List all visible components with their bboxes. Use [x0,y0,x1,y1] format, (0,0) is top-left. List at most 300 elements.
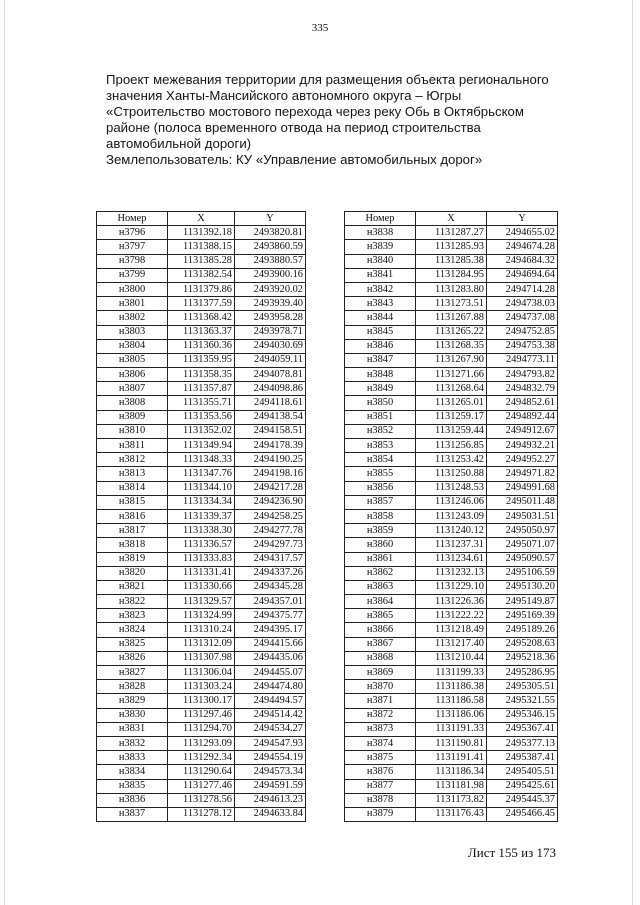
header-y: Y [235,212,306,226]
x-coordinate-cell: 1131358.35 [168,368,235,382]
y-coordinate-cell: 2494337.26 [235,566,306,580]
point-number-cell: н3859 [345,524,416,538]
heading-line: автомобильной дороги) [106,136,252,151]
header-number: Номер [345,212,416,226]
x-coordinate-cell: 1131306.04 [168,666,235,680]
y-coordinate-cell: 2494738.03 [487,297,558,311]
y-coordinate-cell: 2495208.63 [487,637,558,651]
point-number-cell: н3803 [97,325,168,339]
x-coordinate-cell: 1131191.33 [416,722,487,736]
document-heading [106,72,576,168]
y-coordinate-cell: 2494098.86 [235,382,306,396]
x-coordinate-cell: 1131379.86 [168,282,235,296]
table-row [345,722,558,736]
point-number-cell: н3866 [345,623,416,637]
header-x: X [416,212,487,226]
x-coordinate-cell: 1131271.66 [416,368,487,382]
y-coordinate-cell: 2494832.79 [487,382,558,396]
y-coordinate-cell: 2495377.13 [487,736,558,750]
y-coordinate-cell: 2494138.54 [235,410,306,424]
x-coordinate-cell: 1131294.70 [168,722,235,736]
point-number-cell: н3831 [97,722,168,736]
x-coordinate-cell: 1131222.22 [416,609,487,623]
point-number-cell: н3829 [97,694,168,708]
x-coordinate-cell: 1131191.41 [416,751,487,765]
table-row [97,240,306,254]
x-coordinate-cell: 1131277.46 [168,779,235,793]
table-row [97,254,306,268]
table-row [345,680,558,694]
point-number-cell: н3876 [345,765,416,779]
table-row [97,524,306,538]
point-number-cell: н3858 [345,509,416,523]
point-number-cell: н3826 [97,651,168,665]
table-row [97,595,306,609]
y-coordinate-cell: 2494236.90 [235,495,306,509]
point-number-cell: н3805 [97,353,168,367]
table-row [345,552,558,566]
y-coordinate-cell: 2494059.11 [235,353,306,367]
x-coordinate-cell: 1131357.87 [168,382,235,396]
x-coordinate-cell: 1131226.36 [416,595,487,609]
x-coordinate-cell: 1131246.06 [416,495,487,509]
table-row [345,736,558,750]
x-coordinate-cell: 1131303.24 [168,680,235,694]
y-coordinate-cell: 2495305.51 [487,680,558,694]
point-number-cell: н3832 [97,736,168,750]
point-number-cell: н3828 [97,680,168,694]
y-coordinate-cell: 2493860.59 [235,240,306,254]
point-number-cell: н3821 [97,580,168,594]
table-row [97,779,306,793]
table-row [97,566,306,580]
table-row [345,424,558,438]
x-coordinate-cell: 1131267.90 [416,353,487,367]
y-coordinate-cell: 2495321.55 [487,694,558,708]
y-coordinate-cell: 2495130.20 [487,580,558,594]
point-number-cell: н3814 [97,481,168,495]
header-x: X [168,212,235,226]
y-coordinate-cell: 2495387.41 [487,751,558,765]
table-row [97,722,306,736]
x-coordinate-cell: 1131359.95 [168,353,235,367]
table-row [97,694,306,708]
y-coordinate-cell: 2494345.28 [235,580,306,594]
x-coordinate-cell: 1131268.35 [416,339,487,353]
x-coordinate-cell: 1131285.38 [416,254,487,268]
x-coordinate-cell: 1131284.95 [416,268,487,282]
table-row [345,439,558,453]
y-coordinate-cell: 2495218.36 [487,651,558,665]
point-number-cell: н3844 [345,311,416,325]
table-row [97,609,306,623]
point-number-cell: н3809 [97,410,168,424]
table-row [97,353,306,367]
point-number-cell: н3822 [97,595,168,609]
y-coordinate-cell: 2494435.06 [235,651,306,665]
point-number-cell: н3840 [345,254,416,268]
table-row [345,297,558,311]
table-row [97,410,306,424]
table-row [345,325,558,339]
y-coordinate-cell: 2494613.23 [235,793,306,807]
x-coordinate-cell: 1131218.49 [416,623,487,637]
x-coordinate-cell: 1131199.33 [416,666,487,680]
x-coordinate-cell: 1131353.56 [168,410,235,424]
x-coordinate-cell: 1131352.02 [168,424,235,438]
heading-line: Проект межевания территории для размещения объекта регионального [106,72,549,87]
y-coordinate-cell: 2494317.57 [235,552,306,566]
y-coordinate-cell: 2493920.02 [235,282,306,296]
x-coordinate-cell: 1131176.43 [416,807,487,821]
y-coordinate-cell: 2495189.26 [487,623,558,637]
point-number-cell: н3855 [345,467,416,481]
table-row [97,765,306,779]
table-row [345,538,558,552]
table-row [97,580,306,594]
point-number-cell: н3870 [345,680,416,694]
y-coordinate-cell: 2494753.38 [487,339,558,353]
table-row [97,311,306,325]
table-row [345,240,558,254]
y-coordinate-cell: 2493939.40 [235,297,306,311]
x-coordinate-cell: 1131273.51 [416,297,487,311]
table-row [345,609,558,623]
y-coordinate-cell: 2494494.57 [235,694,306,708]
table-row [345,765,558,779]
y-coordinate-cell: 2494217.28 [235,481,306,495]
point-number-cell: н3815 [97,495,168,509]
y-coordinate-cell: 2495169.39 [487,609,558,623]
point-number-cell: н3879 [345,807,416,821]
x-coordinate-cell: 1131250.88 [416,467,487,481]
point-number-cell: н3864 [345,595,416,609]
y-coordinate-cell: 2493958.28 [235,311,306,325]
y-coordinate-cell: 2495425.61 [487,779,558,793]
x-coordinate-cell: 1131186.34 [416,765,487,779]
y-coordinate-cell: 2494971.82 [487,467,558,481]
table-row [345,779,558,793]
table-row [345,481,558,495]
x-coordinate-cell: 1131290.64 [168,765,235,779]
point-number-cell: н3819 [97,552,168,566]
x-coordinate-cell: 1131173.82 [416,793,487,807]
point-number-cell: н3836 [97,793,168,807]
table-row [345,254,558,268]
table-row [97,325,306,339]
y-coordinate-cell: 2494554.19 [235,751,306,765]
x-coordinate-cell: 1131256.85 [416,439,487,453]
y-coordinate-cell: 2494357.01 [235,595,306,609]
table-row [345,524,558,538]
point-number-cell: н3850 [345,396,416,410]
y-coordinate-cell: 2494534.27 [235,722,306,736]
point-number-cell: н3834 [97,765,168,779]
point-number-cell: н3869 [345,666,416,680]
point-number-cell: н3875 [345,751,416,765]
y-coordinate-cell: 2495445.37 [487,793,558,807]
x-coordinate-cell: 1131237.31 [416,538,487,552]
y-coordinate-cell: 2494591.59 [235,779,306,793]
y-coordinate-cell: 2494258.25 [235,509,306,523]
y-coordinate-cell: 2495031.51 [487,509,558,523]
x-coordinate-cell: 1131388.15 [168,240,235,254]
scan-edge-right [632,0,633,905]
table-row [97,623,306,637]
x-coordinate-cell: 1131292.34 [168,751,235,765]
point-number-cell: н3811 [97,439,168,453]
heading-line: «Строительство мостового перехода через реку Обь в Октябрьском [106,104,524,119]
point-number-cell: н3861 [345,552,416,566]
x-coordinate-cell: 1131336.57 [168,538,235,552]
table-row [97,651,306,665]
table-row [97,666,306,680]
point-number-cell: н3852 [345,424,416,438]
point-number-cell: н3874 [345,736,416,750]
table-row [345,368,558,382]
y-coordinate-cell: 2494573.34 [235,765,306,779]
table-row [97,637,306,651]
y-coordinate-cell: 2494694.64 [487,268,558,282]
x-coordinate-cell: 1131268.64 [416,382,487,396]
table-row [97,282,306,296]
table-row [345,353,558,367]
y-coordinate-cell: 2494118.61 [235,396,306,410]
x-coordinate-cell: 1131385.28 [168,254,235,268]
point-number-cell: н3848 [345,368,416,382]
y-coordinate-cell: 2495149.87 [487,595,558,609]
point-number-cell: н3871 [345,694,416,708]
point-number-cell: н3857 [345,495,416,509]
point-number-cell: н3799 [97,268,168,282]
table-row [97,509,306,523]
x-coordinate-cell: 1131287.27 [416,226,487,240]
y-coordinate-cell: 2494684.32 [487,254,558,268]
point-number-cell: н3800 [97,282,168,296]
y-coordinate-cell: 2494892.44 [487,410,558,424]
x-coordinate-cell: 1131186.06 [416,708,487,722]
point-number-cell: н3877 [345,779,416,793]
x-coordinate-cell: 1131363.37 [168,325,235,339]
table-row [97,453,306,467]
point-number-cell: н3878 [345,793,416,807]
x-coordinate-cell: 1131278.12 [168,807,235,821]
table-row [97,368,306,382]
x-coordinate-cell: 1131278.56 [168,793,235,807]
point-number-cell: н3868 [345,651,416,665]
x-coordinate-cell: 1131285.93 [416,240,487,254]
y-coordinate-cell: 2495466.45 [487,807,558,821]
table-row [97,736,306,750]
table-row [97,268,306,282]
table-row [345,311,558,325]
y-coordinate-cell: 2494793.82 [487,368,558,382]
y-coordinate-cell: 2495050.97 [487,524,558,538]
table-row [97,708,306,722]
point-number-cell: н3797 [97,240,168,254]
x-coordinate-cell: 1131259.44 [416,424,487,438]
y-coordinate-cell: 2495106.59 [487,566,558,580]
y-coordinate-cell: 2493978.71 [235,325,306,339]
table-row [345,382,558,396]
point-number-cell: н3872 [345,708,416,722]
y-coordinate-cell: 2494714.28 [487,282,558,296]
table-row [97,226,306,240]
y-coordinate-cell: 2494852.61 [487,396,558,410]
table-row [345,467,558,481]
x-coordinate-cell: 1131310.24 [168,623,235,637]
table-row [97,339,306,353]
x-coordinate-cell: 1131368.42 [168,311,235,325]
x-coordinate-cell: 1131349.94 [168,439,235,453]
table-header-row [97,212,306,226]
x-coordinate-cell: 1131186.58 [416,694,487,708]
point-number-cell: н3804 [97,339,168,353]
header-number: Номер [97,212,168,226]
x-coordinate-cell: 1131339.37 [168,509,235,523]
sheet-counter: Лист 155 из 173 [467,845,556,860]
point-number-cell: н3873 [345,722,416,736]
point-number-cell: н3856 [345,481,416,495]
table-row [97,680,306,694]
point-number-cell: н3824 [97,623,168,637]
table-row [345,807,558,821]
point-number-cell: н3796 [97,226,168,240]
x-coordinate-cell: 1131324.99 [168,609,235,623]
heading-line: районе (полоса временного отвода на период строительства [106,120,481,135]
y-coordinate-cell: 2494415.66 [235,637,306,651]
point-number-cell: н3816 [97,509,168,523]
y-coordinate-cell: 2494198.16 [235,467,306,481]
page-number: 335 [311,22,329,34]
x-coordinate-cell: 1131392.18 [168,226,235,240]
x-coordinate-cell: 1131348.33 [168,453,235,467]
x-coordinate-cell: 1131293.09 [168,736,235,750]
table-row [345,793,558,807]
table-row [345,595,558,609]
y-coordinate-cell: 2494190.25 [235,453,306,467]
point-number-cell: н3825 [97,637,168,651]
point-number-cell: н3798 [97,254,168,268]
point-number-cell: н3849 [345,382,416,396]
point-number-cell: н3812 [97,453,168,467]
heading-line: значения Ханты-Мансийского автономного округа – Югры [106,88,462,103]
y-coordinate-cell: 2494297.73 [235,538,306,552]
x-coordinate-cell: 1131217.40 [416,637,487,651]
table-row [345,666,558,680]
y-coordinate-cell: 2494514.42 [235,708,306,722]
point-number-cell: н3801 [97,297,168,311]
y-coordinate-cell: 2494952.27 [487,453,558,467]
table-row [345,580,558,594]
x-coordinate-cell: 1131382.54 [168,268,235,282]
point-number-cell: н3843 [345,297,416,311]
point-number-cell: н3838 [345,226,416,240]
point-number-cell: н3860 [345,538,416,552]
y-coordinate-cell: 2494455.07 [235,666,306,680]
land-user-line: Землепользователь: КУ «Управление автомобильных дорог» [106,152,483,167]
x-coordinate-cell: 1131186.38 [416,680,487,694]
point-number-cell: н3810 [97,424,168,438]
point-number-cell: н3802 [97,311,168,325]
table-row [345,623,558,637]
x-coordinate-cell: 1131338.30 [168,524,235,538]
table-row [345,509,558,523]
y-coordinate-cell: 2494912.67 [487,424,558,438]
x-coordinate-cell: 1131232.13 [416,566,487,580]
table-row [97,439,306,453]
table-row [97,396,306,410]
table-row [345,396,558,410]
header-y: Y [487,212,558,226]
y-coordinate-cell: 2493880.57 [235,254,306,268]
table-row [97,793,306,807]
y-coordinate-cell: 2495405.51 [487,765,558,779]
point-number-cell: н3862 [345,566,416,580]
y-coordinate-cell: 2495071.07 [487,538,558,552]
x-coordinate-cell: 1131253.42 [416,453,487,467]
y-coordinate-cell: 2495346.15 [487,708,558,722]
table-row [97,424,306,438]
point-number-cell: н3830 [97,708,168,722]
x-coordinate-cell: 1131297.46 [168,708,235,722]
x-coordinate-cell: 1131307.98 [168,651,235,665]
y-coordinate-cell: 2494752.85 [487,325,558,339]
table-row [97,467,306,481]
y-coordinate-cell: 2494277.78 [235,524,306,538]
x-coordinate-cell: 1131347.76 [168,467,235,481]
point-number-cell: н3835 [97,779,168,793]
y-coordinate-cell: 2494991.68 [487,481,558,495]
point-number-cell: н3818 [97,538,168,552]
table-row [345,268,558,282]
table-row [97,538,306,552]
point-number-cell: н3841 [345,268,416,282]
table-row [345,651,558,665]
y-coordinate-cell: 2494474.80 [235,680,306,694]
x-coordinate-cell: 1131355.71 [168,396,235,410]
point-number-cell: н3854 [345,453,416,467]
table-row [97,297,306,311]
y-coordinate-cell: 2494655.02 [487,226,558,240]
x-coordinate-cell: 1131300.17 [168,694,235,708]
table-row [345,339,558,353]
y-coordinate-cell: 2493900.16 [235,268,306,282]
coordinates-table-left [96,211,306,822]
x-coordinate-cell: 1131234.61 [416,552,487,566]
y-coordinate-cell: 2494932.21 [487,439,558,453]
point-number-cell: н3839 [345,240,416,254]
x-coordinate-cell: 1131190.81 [416,736,487,750]
point-number-cell: н3853 [345,439,416,453]
y-coordinate-cell: 2494158.51 [235,424,306,438]
table-row [97,481,306,495]
x-coordinate-cell: 1131329.57 [168,595,235,609]
table-row [345,282,558,296]
point-number-cell: н3808 [97,396,168,410]
table-row [345,566,558,580]
point-number-cell: н3806 [97,368,168,382]
x-coordinate-cell: 1131344.10 [168,481,235,495]
table-row [97,552,306,566]
table-row [97,495,306,509]
x-coordinate-cell: 1131265.01 [416,396,487,410]
x-coordinate-cell: 1131360.36 [168,339,235,353]
point-number-cell: н3820 [97,566,168,580]
table-header-row [345,212,558,226]
x-coordinate-cell: 1131265.22 [416,325,487,339]
x-coordinate-cell: 1131240.12 [416,524,487,538]
